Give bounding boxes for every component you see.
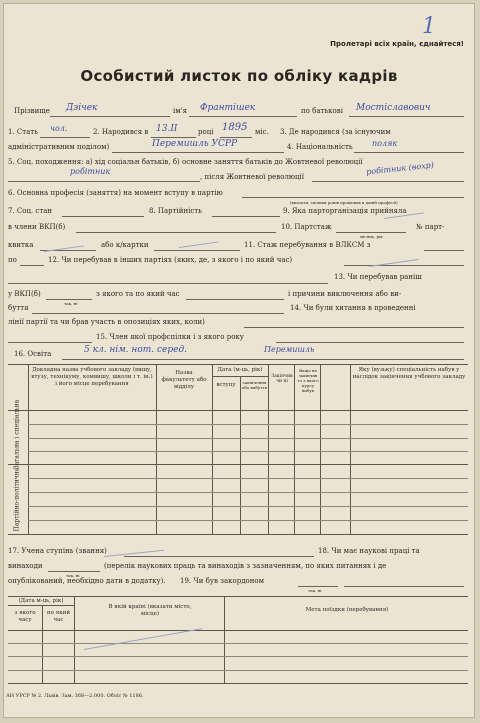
after-revolution-label: , після Жовтневої революції: [200, 173, 304, 181]
name-label: ім'я: [173, 107, 188, 115]
social-status-label: 7. Соц. стан: [8, 207, 53, 215]
or-card-line: [154, 250, 240, 251]
sex-label: 1. Стать: [8, 128, 38, 136]
line-label: лінії партії та чи брав участь в опозиціях яких, коли): [8, 318, 205, 326]
origin-line: [8, 181, 200, 182]
list-label: (перелік наукових праць та винаходів з зазначенням, по яких питаннях і де: [104, 562, 387, 570]
edu-header-specialty: Яку (вузьку) спеціальність набув у наслідок закінчення учбового закладу: [352, 367, 466, 380]
origin-label: 5. Соц. походження: а) хід соціальн батьків, б) основне заняття батьків до Жовтневої революції: [8, 158, 363, 166]
form-title: Особистий листок по обліку кадрів: [80, 67, 398, 85]
sex-line: [40, 137, 90, 138]
profession-line: [242, 197, 464, 198]
month-label: міс.: [255, 128, 269, 136]
patronymic-value: Мостіславович: [356, 103, 431, 113]
card2-label: квитка: [8, 241, 34, 249]
other-party-label: 12. Чи перебував в інших партіях (яких, де, з якого і по який час): [48, 256, 293, 264]
birth-day-line: [151, 137, 196, 138]
page-number: 1: [422, 14, 436, 39]
edu-header-course: Якщо не закінчив то з якого курсу вибув: [297, 368, 319, 393]
exit-label: буття: [8, 304, 29, 312]
education-label: 16. Освіта: [14, 350, 52, 358]
union-pre-line: [8, 342, 92, 343]
nationality-line: [354, 152, 464, 153]
deviation-label: 14. Чи були хитання в проведенні: [290, 304, 416, 312]
nationality-value: поляк: [372, 139, 398, 148]
union-line: [276, 342, 464, 343]
abroad-label: 19. Чи був закордоном: [180, 577, 265, 585]
admin-label: адміністративним поділом): [8, 143, 110, 151]
other-party-line-2: [8, 283, 328, 284]
edu-header-faculty: Назва факультету або відділу: [161, 370, 207, 390]
birth-year-line: [220, 137, 252, 138]
edu-group-general: Загальна і спеціальна: [13, 399, 21, 470]
other-party-line: [344, 265, 464, 266]
education-value: 5 кл. нім. нот. серед.: [84, 345, 188, 355]
name-value: Франтішек: [200, 103, 256, 113]
degree-line: [124, 556, 314, 557]
abroad-header-country: В якій країні (вказати місто, місце): [108, 604, 192, 617]
vkp-note: так, ні: [64, 301, 78, 306]
origin-value-b: робітник (вохр): [365, 160, 435, 177]
profession-note: (вказати, скільки років працював в даній професії): [290, 200, 398, 205]
party-label: 8. Партійність: [149, 207, 202, 215]
party-org-label: 9. Яка парторганізація прийняла: [283, 207, 407, 215]
party-line: [212, 216, 280, 217]
education-value-2: Перемишль: [264, 345, 315, 354]
surname-line: [50, 116, 170, 117]
edu-header-finished: Закінчив чи ні: [271, 374, 293, 384]
patronymic-label: по батькові: [301, 107, 343, 115]
or-card-label: або к/картки: [101, 241, 149, 249]
admin-line: [112, 152, 284, 153]
edu-header-graduation: закінчення або вибуття: [241, 380, 268, 390]
edu-header-institution: Докладна назва учбового закладу (вишу, втузу, технікуму, комвишу, школи і т. ін.) і його місце перебування: [31, 367, 153, 387]
works-label: 18. Чи має наукові праці та: [318, 547, 420, 555]
exit-line: [32, 313, 284, 314]
abroad-header-from: з якого часу: [14, 610, 36, 623]
abroad-header-purpose: Мета поїздки (перебування): [305, 607, 389, 613]
abroad-header-date: (Дата м-ць, рік): [18, 598, 64, 604]
birthplace-label: 3. Де народився (за існуючим: [280, 128, 391, 136]
birth-label: 2. Народився в: [93, 128, 149, 136]
birthplace-value: Перемишль УСРР: [152, 139, 238, 149]
vkp-label: у ВКП(б): [8, 290, 41, 298]
dash-mark: [44, 245, 84, 252]
edu-header-entry: вступу: [216, 382, 236, 388]
birth-year-value: 1895: [222, 122, 248, 133]
member-label: в члени ВКП(б): [8, 223, 66, 231]
degree-label: 17. Учена ступінь (звання): [8, 547, 107, 555]
inventions-note: так, ні: [66, 573, 80, 578]
member-line: [76, 232, 276, 233]
name-line: [189, 116, 297, 117]
edu-group-party: Партійно-політична: [13, 467, 21, 532]
to-label: по: [8, 256, 17, 264]
origin-value-a: робітник: [70, 167, 111, 176]
dash-mark: [84, 628, 202, 650]
when-line: [186, 299, 284, 300]
edu-header-date: Дата (м-ць, рік): [217, 367, 263, 373]
card-label: № парт-: [416, 223, 445, 231]
abroad-note: так, ні: [308, 588, 322, 593]
when-label: з якого та по який час: [96, 290, 180, 298]
partstage-line: [336, 232, 406, 233]
social-status-line: [62, 216, 144, 217]
motto: Пролетарі всіх країн, єднайтеся!: [330, 40, 464, 48]
sex-value: чол.: [50, 124, 68, 133]
union-label: 15. Член якої профспілки і з якого року: [96, 333, 244, 341]
birth-day-value: 13.ІІ: [156, 124, 178, 134]
abroad-line: [298, 586, 338, 587]
profession-label: 6. Основна професія (заняття) на момент вступу в партію: [8, 189, 223, 197]
line-line: [244, 327, 464, 328]
abroad-line-2: [344, 586, 464, 587]
published-label: опублікований, необхідно дати в додатку).: [8, 577, 166, 585]
komsomol-line: [424, 250, 464, 251]
to-line: [20, 265, 44, 266]
inventions-label: винаходи: [8, 562, 43, 570]
nationality-label: 4. Національність: [287, 143, 353, 151]
patronymic-line: [349, 116, 464, 117]
komsomol-label: 11. Стаж перебування в ВЛКСМ з: [244, 241, 371, 249]
partstage-note: місяць, рік: [360, 234, 383, 239]
after-revolution-line: [312, 181, 464, 182]
inventions-line: [48, 571, 100, 572]
previous-label: 13. Чи перебував раніш: [334, 273, 422, 281]
abroad-header-to: по який час: [47, 610, 70, 623]
dash-mark: [179, 241, 219, 248]
surname-value: Дзічек: [66, 103, 98, 113]
surname-label: Прізвище: [14, 107, 50, 115]
reason-label: і причини виключення або ви-: [288, 290, 402, 298]
vkp-line: [46, 299, 92, 300]
education-line: [62, 359, 464, 360]
personnel-form-sheet: [3, 3, 475, 718]
footer-print-info: АН УРСР № 2. Львів. Зам. 368—2.000. Обліт № 1186.: [6, 693, 144, 699]
partstage-label: 10. Партстаж: [281, 223, 332, 231]
birth-year-label: році: [198, 128, 214, 136]
